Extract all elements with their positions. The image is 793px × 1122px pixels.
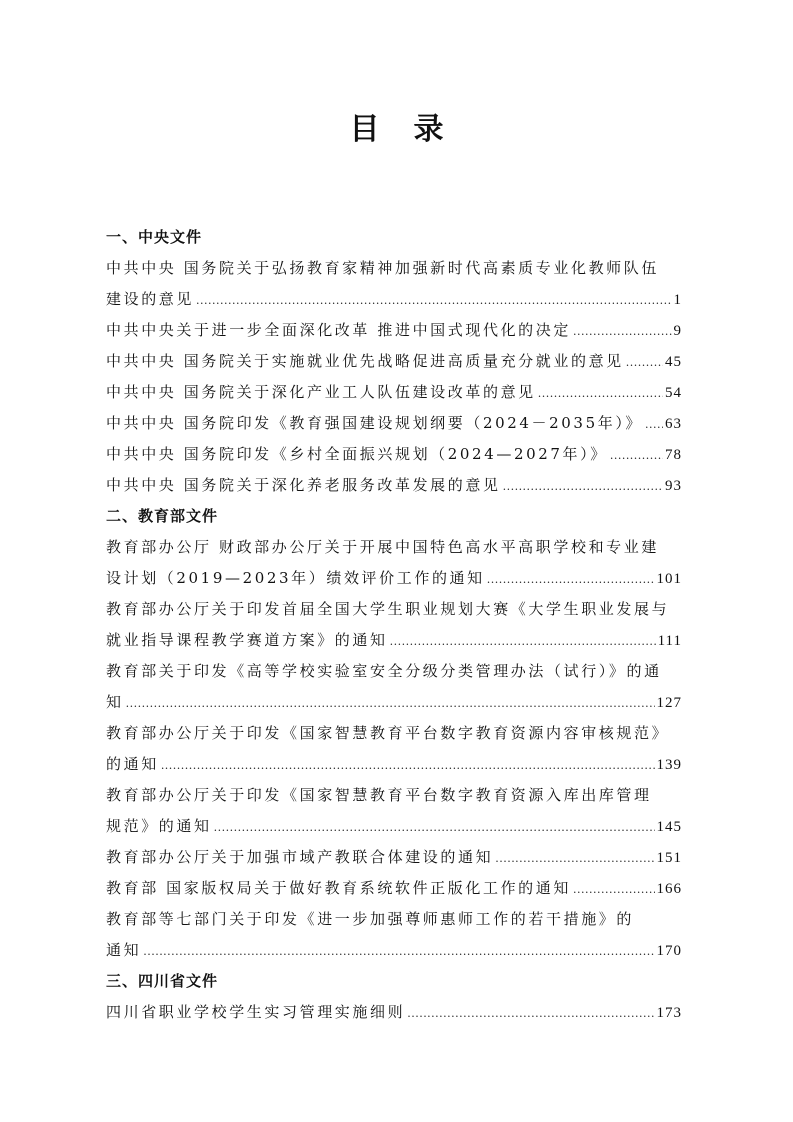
page-number: 63 (665, 416, 682, 432)
section-heading: 一、中央文件 (106, 228, 203, 246)
toc-entry-title-text: 设计划（2019—2023年）绩效评价工作的通知 (106, 569, 485, 587)
toc-entry[interactable] (106, 656, 682, 718)
dot-leader (390, 626, 656, 657)
toc-entry-final-line (106, 284, 682, 315)
toc-entry[interactable] (106, 346, 682, 377)
toc-entry-final-line (106, 470, 682, 501)
toc-entry-title-text: 中共中央 国务院关于深化产业工人队伍建设改革的意见 (106, 383, 536, 401)
toc-entry-final-line (106, 842, 682, 873)
toc-entry-final-line (106, 439, 682, 470)
section-heading: 三、四川省文件 (106, 972, 219, 990)
toc-entry[interactable] (106, 842, 682, 873)
toc-entry-title-line: 教育部关于印发《高等学校实验室安全分级分类管理办法（试行）》的通 (106, 662, 662, 680)
toc-entry-title-text: 规范》的通知 (106, 817, 212, 835)
toc-entry-final-line (106, 563, 682, 594)
toc-entry-final-line (106, 377, 682, 408)
dot-leader (626, 347, 663, 378)
toc-entry[interactable] (106, 253, 682, 315)
page-number: 170 (656, 943, 682, 959)
toc-entry[interactable] (106, 594, 682, 656)
toc-entry-final-line (106, 346, 682, 377)
dot-leader (645, 409, 663, 440)
dot-leader (407, 998, 654, 1029)
toc-entry-title-text: 四川省职业学校学生实习管理实施细则 (106, 1003, 406, 1021)
dot-leader (573, 874, 655, 905)
toc-entry-title-text: 教育部 国家版权局关于做好教育系统软件正版化工作的通知 (106, 879, 571, 897)
toc-entry-title-text: 中共中央 国务院关于深化养老服务改革发展的意见 (106, 476, 501, 494)
dot-leader (538, 378, 663, 409)
page-title (0, 104, 793, 148)
page-number: 127 (656, 695, 682, 711)
toc-entry-final-line (106, 625, 682, 656)
page-number: 1 (673, 292, 682, 308)
page-number: 78 (665, 447, 682, 463)
page-number: 151 (656, 850, 682, 866)
toc-entry-final-line (106, 315, 682, 346)
toc-entry-title-text: 的通知 (106, 755, 159, 773)
toc-entry-title-line: 教育部办公厅 财政部办公厅关于开展中国特色高水平高职学校和专业建 (106, 538, 659, 556)
dot-leader (126, 688, 655, 719)
page-number: 139 (656, 757, 682, 773)
toc-entry-title-line: 教育部办公厅关于印发《国家智慧教育平台数字教育资源入库出库管理 (106, 786, 652, 804)
toc-entry[interactable] (106, 780, 682, 842)
toc-entry[interactable] (106, 532, 682, 594)
toc-entry-title-line: 教育部办公厅关于印发首届全国大学生职业规划大赛《大学生职业发展与 (106, 600, 670, 618)
page-title-char: 录 (413, 112, 444, 147)
page-number: 54 (665, 385, 682, 401)
toc-entry[interactable] (106, 904, 682, 966)
dot-leader (214, 812, 655, 843)
dot-leader (573, 316, 672, 347)
toc-entry[interactable] (106, 439, 682, 470)
toc-entry-title-text: 通知 (106, 941, 142, 959)
section-heading: 二、教育部文件 (106, 507, 219, 525)
toc-entry-title-text: 知 (106, 693, 124, 711)
toc-entry-title-line: 教育部办公厅关于印发《国家智慧教育平台数字教育资源内容审核规范》 (106, 724, 670, 742)
page-number: 101 (656, 571, 682, 587)
toc-entry-title-line: 教育部等七部门关于印发《进一步加强尊师惠师工作的若干措施》的 (106, 910, 635, 928)
toc-entry-final-line (106, 873, 682, 904)
page-number: 145 (656, 819, 682, 835)
toc-entry[interactable] (106, 408, 682, 439)
toc-entry-title-text: 建设的意见 (106, 290, 195, 308)
toc-entry-final-line (106, 997, 682, 1028)
page-number: 166 (656, 881, 682, 897)
dot-leader (495, 843, 654, 874)
toc-entry[interactable] (106, 470, 682, 501)
table-of-contents (106, 222, 682, 1028)
page-number: 173 (656, 1005, 682, 1021)
toc-entry-title-text: 中共中央关于进一步全面深化改革 推进中国式现代化的决定 (106, 321, 571, 339)
toc-entry-final-line (106, 408, 682, 439)
toc-entry[interactable] (106, 377, 682, 408)
toc-entry-title-text: 就业指导课程教学赛道方案》的通知 (106, 631, 388, 649)
page-number: 93 (665, 478, 682, 494)
toc-entry[interactable] (106, 315, 682, 346)
toc-entry[interactable] (106, 997, 682, 1028)
toc-entry-final-line (106, 811, 682, 842)
dot-leader (503, 471, 663, 502)
toc-entry-final-line (106, 749, 682, 780)
toc-entry-final-line (106, 935, 682, 966)
page-number: 9 (673, 323, 682, 339)
dot-leader (161, 750, 655, 781)
toc-entry-title-text: 教育部办公厅关于加强市域产教联合体建设的通知 (106, 848, 494, 866)
page-number: 111 (657, 633, 682, 649)
toc-entry-title-text: 中共中央 国务院关于实施就业优先战略促进高质量充分就业的意见 (106, 352, 624, 370)
dot-leader (610, 440, 663, 471)
toc-entry-title-text: 中共中央 国务院印发《教育强国建设规划纲要（2024－2035年）》 (106, 414, 644, 432)
dot-leader (487, 564, 655, 595)
toc-entry-title-line: 中共中央 国务院关于弘扬教育家精神加强新时代高素质专业化教师队伍 (106, 259, 659, 277)
toc-entry[interactable] (106, 873, 682, 904)
toc-entry[interactable] (106, 718, 682, 780)
page-title-char: 目 (349, 112, 380, 147)
toc-entry-final-line (106, 687, 682, 718)
page-number: 45 (665, 354, 682, 370)
dot-leader (143, 936, 654, 967)
toc-entry-title-text: 中共中央 国务院印发《乡村全面振兴规划（2024—2027年）》 (106, 445, 608, 463)
dot-leader (196, 285, 671, 316)
